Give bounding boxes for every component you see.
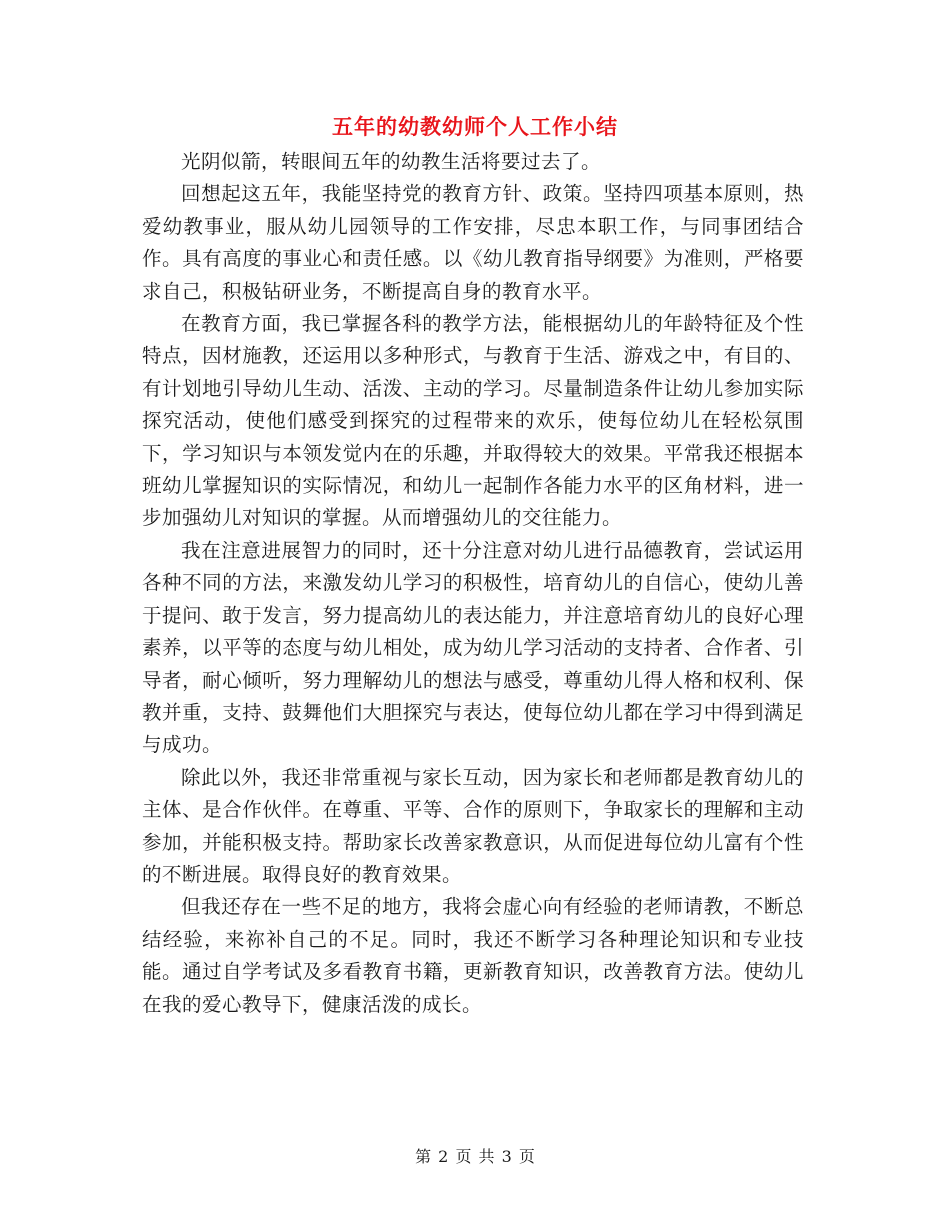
paragraph-1: 光阴似箭，转眼间五年的幼教生活将要过去了。 bbox=[181, 150, 602, 173]
document-body bbox=[142, 146, 804, 1021]
paragraph-4: 我在注意进展智力的同时，还十分注意对幼儿进行品德教育，尝试运用各种不同的方法，来激发幼儿学习的积极性，培育幼儿的自信心，使幼儿善于提问、敢于发言，努力提高幼儿的表达能力，并注意培育幼儿的良好心理素养，以平等的态度与幼儿相处，成为幼儿学习活动的支持者、合作者、引导者，耐心倾听，努力理解幼儿的想法与感受，尊重幼儿得人格和权利、保教并重，支持、鼓舞他们大胆探究与表达，使每位幼儿都在学习中得到满足与成功。 bbox=[142, 538, 804, 757]
paragraph-2: 回想起这五年，我能坚持党的教育方针、政策。坚持四项基本原则，热爱幼教事业，服从幼儿园领导的工作安排，尽忠本职工作，与同事团结合作。具有高度的事业心和责任感。以《幼儿教育指导纲要》为准则，严格要求自己，积极钻研业务，不断提高自身的教育水平。 bbox=[142, 182, 804, 303]
document-title: 五年的幼教幼师个人工作小结 bbox=[332, 115, 618, 139]
paragraph-6: 但我还存在一些不足的地方，我将会虚心向有经验的老师请教，不断总结经验，来祢补自己的不足。同时，我还不断学习各种理论知识和专业技能。通过自学考试及多看教育书籍，更新教育知识，改善教育方法。使幼儿在我的爱心教导下，健康活泼的成长。 bbox=[142, 895, 804, 1016]
paragraph-3: 在教育方面，我已掌握各科的教学方法，能根据幼儿的年龄特征及个性特点，因材施教，还运用以多种形式，与教育于生活、游戏之中，有目的、有计划地引导幼儿生动、活泼、主动的学习。尽量制造条件让幼儿参加实际探究活动，使他们感受到探究的过程带来的欢乐，使每位幼儿在轻松氛围下，学习知识与本领发觉内在的乐趣，并取得较大的效果。平常我还根据本班幼儿掌握知识的实际情况，和幼儿一起制作各能力水平的区角材料，进一步加强幼儿对知识的掌握。从而增强幼儿的交往能力。 bbox=[142, 312, 804, 530]
page-number-footer: 第 2 页 共 3 页 bbox=[415, 1147, 535, 1166]
paragraph-5: 除此以外，我还非常重视与家长互动，因为家长和老师都是教育幼儿的主体、是合作伙伴。在尊重、平等、合作的原则下，争取家长的理解和主动参加，并能积极支持。帮助家长改善家教意识，从而促进每位幼儿富有个性的不断进展。取得良好的教育效果。 bbox=[142, 765, 804, 886]
